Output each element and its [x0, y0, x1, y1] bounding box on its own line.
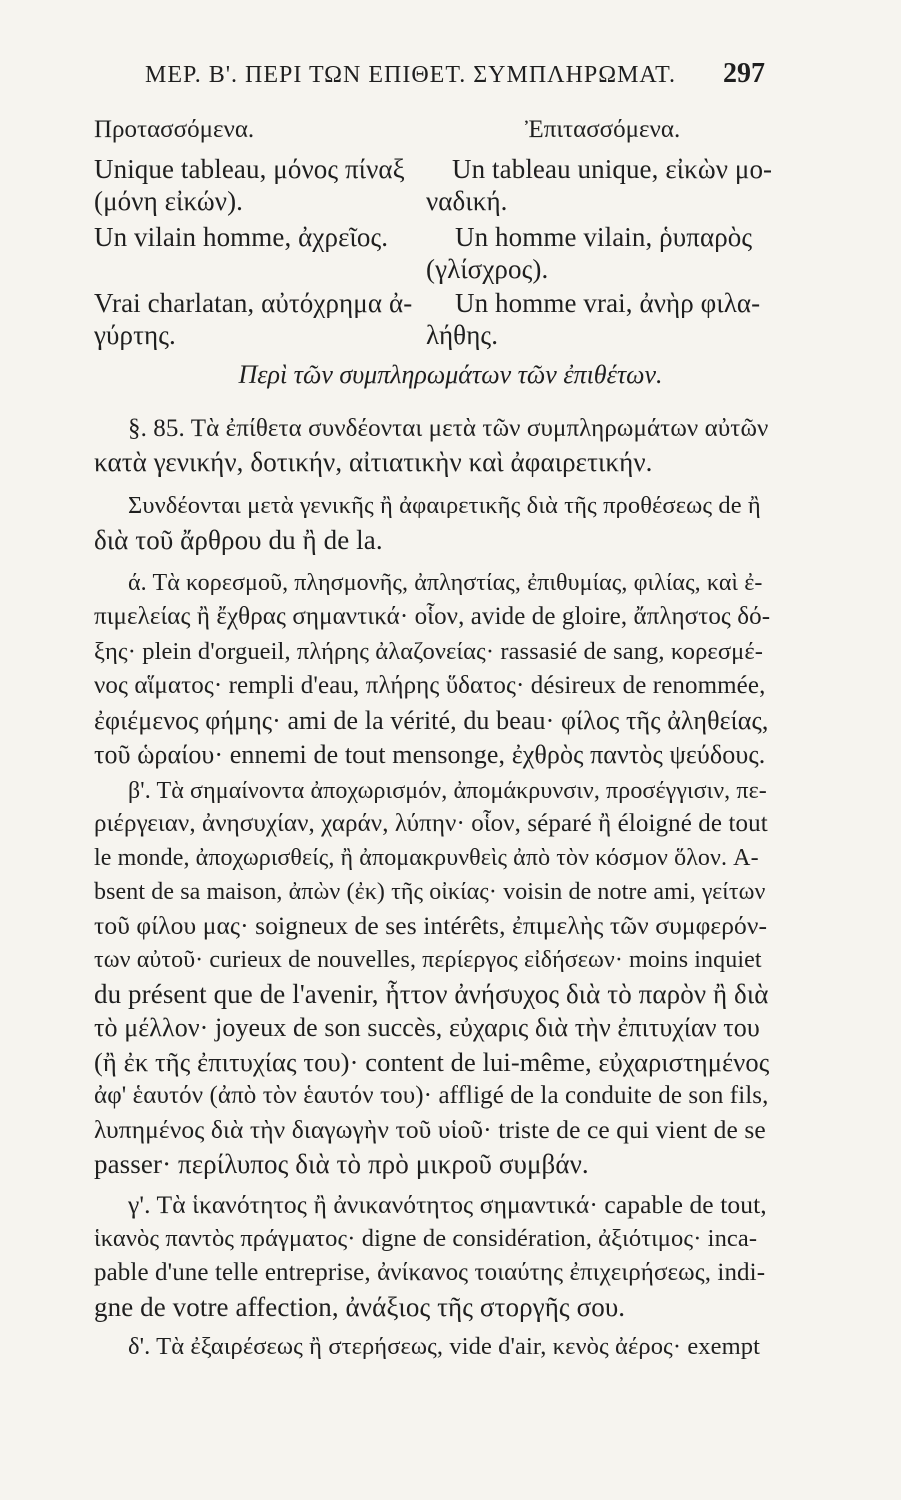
table-right-row-3-line-1: Un homme vrai, ἀνὴρ φιλα-: [455, 288, 761, 318]
table-right-row-2-line-1: Un homme vilain, ῥυπαρὸς: [455, 222, 753, 252]
body-line: τοῦ ὡραίου· ennemi de tout mensonge, ἐχθρὸς παντὸς ψεύδους.: [94, 740, 766, 769]
body-line: πιμελείας ἢ ἔχθρας σημαντικά· οἷον, avide de gloire, ἄπληστος δό-: [94, 603, 771, 630]
body-line: ριέργειαν, ἀνησυχίαν, χαράν, λύπην· οἷον, séparé ἢ éloigné de tout: [94, 810, 768, 837]
body-line: των αὐτοῦ· curieux de nouvelles, περίεργος εἰδήσεων· moins inquiet: [94, 947, 762, 973]
table-left-row-1-line-2: (μόνη εἰκών).: [94, 186, 244, 216]
table-left-row-2-line-1: Un vilain homme, ἀχρεῖος.: [94, 222, 389, 252]
body-line: passer· περίλυπος διὰ τὸ πρὸ μικροῦ συμβάν.: [94, 1149, 589, 1179]
running-header: [145, 58, 765, 90]
table-left-row-3-line-1: Vrai charlatan, αὐτόχρημα ἀ-: [94, 288, 413, 318]
body-line: ἱκανὸς παντὸς πράγματος· digne de considération, ἀξιότιμος· inca-: [94, 1225, 758, 1252]
body-line: δ'. Τὰ ἐξαιρέσεως ἢ στερήσεως, vide d'air, κενὸς ἀέρος· exempt: [128, 1333, 761, 1360]
body-line: διὰ τοῦ ἄρθρου du ἢ de la.: [94, 525, 383, 555]
table-right-row-2-line-2: (γλίσχρος).: [426, 254, 549, 284]
table-right-row-3-line-2: λήθης.: [426, 320, 499, 350]
table-right-row-1-line-1: Un tableau unique, εἰκὼν μο-: [452, 154, 773, 184]
section-subheading: Περὶ τῶν συμπληρωμάτων τῶν ἐπιθέτων.: [238, 360, 663, 389]
body-line: §. 85. Τὰ ἐπίθετα συνδέονται μετὰ τῶν συμπληρωμάτων αὐτῶν: [128, 415, 769, 442]
body-line: λυπημένος διὰ τὴν διαγωγὴν τοῦ υἱοῦ· triste de ce qui vient de se: [94, 1115, 766, 1144]
body-line: gne de votre affection, ἀνάξιος τῆς στοργῆς σου.: [94, 1292, 626, 1322]
body-line: νος αἵματος· rempli d'eau, πλήρης ὕδατος· désireux de renommée,: [94, 672, 766, 699]
body-line: κατὰ γενικήν, δοτικήν, αἰτιατικὴν καὶ ἀφαιρετικήν.: [94, 447, 653, 477]
body-line: du présent que de l'avenir, ἧττον ἀνήσυχος διὰ τὸ παρὸν ἢ διὰ: [94, 979, 769, 1009]
body-line: τὸ μέλλον· joyeux de son succès, εὐχαρις διὰ τὴν ἐπιτυχίαν του: [94, 1013, 760, 1042]
table-left-row-1-line-1: Unique tableau, μόνος πίναξ: [94, 154, 405, 184]
body-line: (ἢ ἐκ τῆς ἐπιτυχίας του)· content de lui-même, εὐχαριστημένος: [94, 1047, 770, 1077]
body-line: τοῦ φίλου μας· soigneux de ses intérêts, ἐπιμελὴς τῶν συμφερόν-: [94, 911, 768, 940]
page-number: 297: [723, 58, 765, 89]
body-line: pable d'une telle entreprise, ἀνίκανος τοιαύτης ἐπιχειρήσεως, indi-: [94, 1259, 766, 1286]
body-line: Συνδέονται μετὰ γενικῆς ἢ ἀφαιρετικῆς διὰ τῆς προθέσεως de ἢ: [128, 492, 761, 519]
body-line: ἀφ' ἑαυτόν (ἀπὸ τὸν ἑαυτόν του)· affligé de la conduite de son fils,: [94, 1082, 769, 1109]
body-line: le monde, ἀποχωρισθείς, ἢ ἀπομακρυνθεὶς ἀπὸ τὸν κόσμον ὅλον. A-: [94, 845, 759, 871]
body-line: β'. Τὰ σημαίνοντα ἀποχωρισμόν, ἀπομάκρυνσιν, προσέγγισιν, πε-: [128, 778, 767, 804]
body-line: ξης· plein d'orgueil, πλήρης ἀλαζονείας· rassasié de sang, κορεσμέ-: [94, 638, 764, 665]
table-left-row-3-line-2: γύρτης.: [94, 320, 176, 350]
right-column-heading: Ἐπιτασσόμενα.: [525, 116, 681, 143]
body-line: ά. Τὰ κορεσμοῦ, πλησμονῆς, ἀπληστίας, ἐπιθυμίας, φιλίας, καὶ ἐ-: [128, 570, 763, 596]
header-title: ΜΕΡ. Β'. ΠΕΡΙ ΤΩΝ ΕΠΙΘΕΤ. ΣΥΜΠΛΗΡΩΜΑΤ.: [145, 62, 676, 88]
table-right-row-1-line-2: ναδική.: [426, 186, 508, 216]
body-line: bsent de sa maison, ἀπὼν (ἐκ) τῆς οἰκίας· voisin de notre ami, γείτων: [94, 879, 766, 905]
left-column-heading: Προτασσόμενα.: [94, 116, 255, 143]
body-line: γ'. Τὰ ἱκανότητος ἢ ἀνικανότητος σημαντικά· capable de tout,: [128, 1190, 767, 1219]
body-line: ἐφιέμενος φήμης· ami de la vérité, du beau· φίλος τῆς ἀληθείας,: [94, 706, 769, 735]
